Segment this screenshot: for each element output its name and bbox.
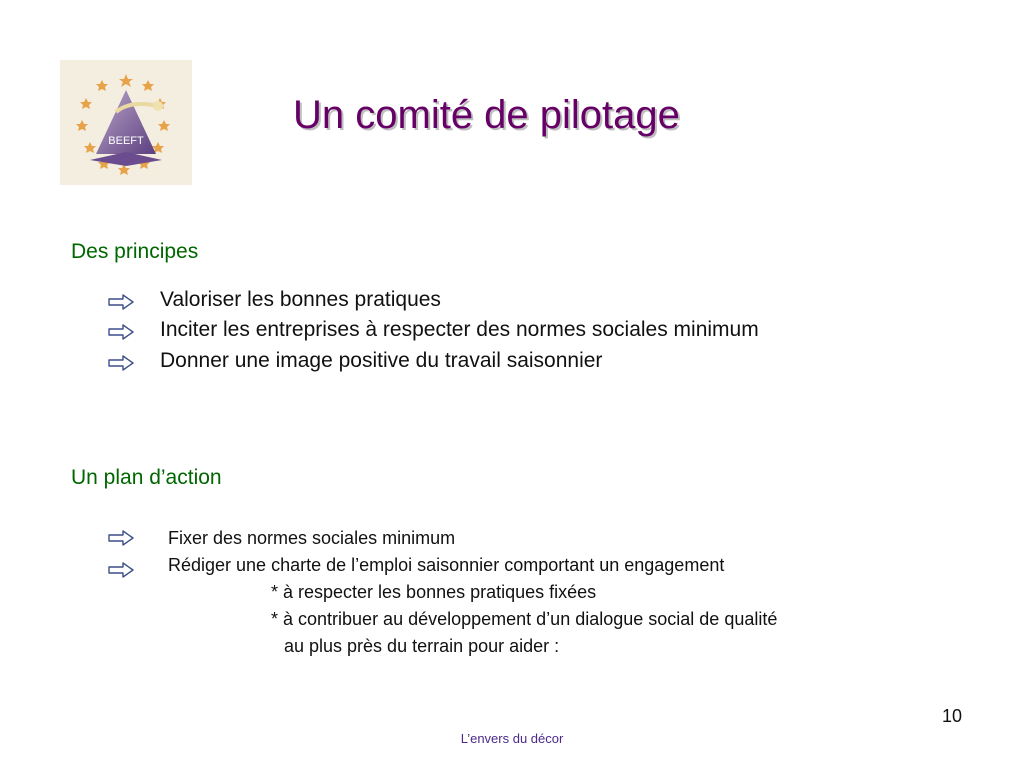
action-sub-item: * à respecter les bonnes pratiques fixées [271, 582, 597, 602]
bullet-arrow [108, 350, 134, 376]
action-sub-item: * à contribuer au développement d’un dialogue social de qualité [271, 609, 778, 629]
section-heading-action-plan: Un plan d’action [71, 466, 222, 489]
logo-graphic [60, 60, 192, 185]
right-arrow-icon [108, 294, 134, 310]
action-sub-item: au plus près du terrain pour aider : [284, 636, 560, 656]
right-arrow-icon [108, 530, 134, 546]
logo-label: BEEFT [108, 135, 144, 147]
beeft-logo-icon [60, 60, 192, 185]
principle-item: Valoriser les bonnes pratiques [160, 288, 441, 311]
right-arrow-icon [108, 562, 134, 578]
section-heading-principles: Des principes [71, 240, 199, 263]
slide-title: Un comité de pilotage [293, 93, 680, 137]
bullet-arrow [108, 319, 134, 345]
bullet-arrow [108, 557, 134, 583]
right-arrow-icon [108, 355, 134, 371]
footer-text: L’envers du décor [460, 731, 564, 746]
action-item: Rédiger une charte de l’emploi saisonnier comportant un engagement [168, 555, 725, 575]
principle-item: Inciter les entreprises à respecter des normes sociales minimum [160, 318, 759, 341]
bullet-arrow [108, 525, 134, 551]
page-number: 10 [941, 706, 962, 726]
principle-item: Donner une image positive du travail saisonnier [160, 349, 603, 372]
right-arrow-icon [108, 324, 134, 340]
bullet-arrow [108, 289, 134, 315]
action-item: Fixer des normes sociales minimum [168, 528, 456, 548]
